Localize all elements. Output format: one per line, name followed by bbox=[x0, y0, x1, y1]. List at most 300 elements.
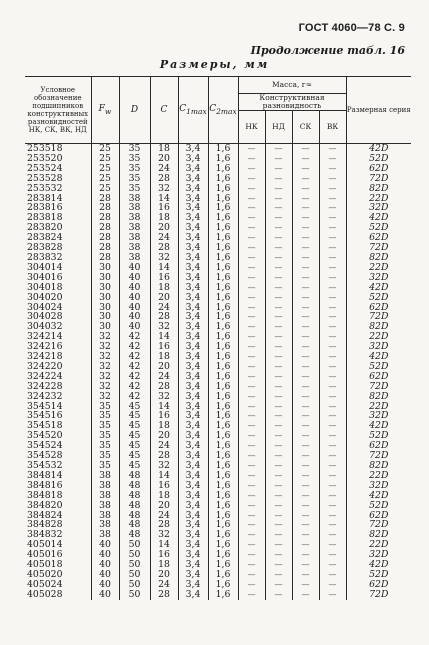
table-header bbox=[25, 77, 411, 144]
mass-nd-cell: — bbox=[265, 382, 292, 392]
series-cell: 72D bbox=[346, 382, 411, 392]
d-cell: 48 bbox=[119, 511, 150, 521]
c2max-cell: 1,6 bbox=[208, 431, 238, 441]
fw-cell: 38 bbox=[91, 481, 119, 491]
d-cell: 50 bbox=[119, 580, 150, 590]
c1max-cell: 3,4 bbox=[178, 283, 208, 293]
mass-nd-cell: — bbox=[265, 421, 292, 431]
c2max-cell: 1,6 bbox=[208, 511, 238, 521]
mass-vk-cell: — bbox=[319, 441, 346, 451]
c2max-cell: 1,6 bbox=[208, 194, 238, 204]
designation-cell: 405020 bbox=[27, 568, 63, 580]
mass-sk-cell: — bbox=[292, 570, 319, 580]
fw-cell: 38 bbox=[91, 491, 119, 501]
mass-nd-cell: — bbox=[265, 550, 292, 560]
mass-nd-cell: — bbox=[265, 362, 292, 372]
c2max-cell: 1,6 bbox=[208, 174, 238, 184]
mass-nd-cell: — bbox=[265, 580, 292, 590]
mass-nk-cell: — bbox=[238, 233, 265, 243]
mass-sk-cell: — bbox=[292, 550, 319, 560]
mass-nk-cell: — bbox=[238, 203, 265, 213]
series-cell: 62D bbox=[346, 511, 411, 521]
series-cell: 52D bbox=[346, 362, 411, 372]
fw-cell: 32 bbox=[91, 372, 119, 382]
c-cell: 16 bbox=[150, 550, 178, 560]
series-cell: 82D bbox=[346, 322, 411, 332]
designation-cell: 304028 bbox=[27, 311, 63, 323]
series-cell: 52D bbox=[346, 501, 411, 511]
c2max-cell: 1,6 bbox=[208, 233, 238, 243]
mass-nk-cell: — bbox=[238, 421, 265, 431]
designation-cell: 253532 bbox=[27, 182, 63, 194]
fw-cell: 35 bbox=[91, 402, 119, 412]
fw-cell: 32 bbox=[91, 352, 119, 362]
mass-nd-cell: — bbox=[265, 312, 292, 322]
c1max-cell: 3,4 bbox=[178, 223, 208, 233]
d-cell: 38 bbox=[119, 194, 150, 204]
mass-nd-cell: — bbox=[265, 293, 292, 303]
fw-cell: 28 bbox=[91, 253, 119, 263]
mass-sk-cell: — bbox=[292, 362, 319, 372]
fw-cell: 25 bbox=[91, 174, 119, 184]
d-cell: 40 bbox=[119, 263, 150, 273]
mass-vk-cell: — bbox=[319, 471, 346, 481]
mass-sk-cell: — bbox=[292, 580, 319, 590]
designation-cell: 283818 bbox=[27, 212, 63, 224]
series-cell: 72D bbox=[346, 590, 411, 600]
series-cell: 32D bbox=[346, 411, 411, 421]
series-cell: 72D bbox=[346, 451, 411, 461]
c-cell: 28 bbox=[150, 174, 178, 184]
mass-nk-cell: — bbox=[238, 511, 265, 521]
c2max-cell: 1,6 bbox=[208, 203, 238, 213]
c-cell: 14 bbox=[150, 540, 178, 550]
c-cell: 32 bbox=[150, 461, 178, 471]
c-cell: 16 bbox=[150, 481, 178, 491]
c2max-cell: 1,6 bbox=[208, 530, 238, 540]
c2max-cell: 1,6 bbox=[208, 303, 238, 313]
mass-sk-cell: — bbox=[292, 233, 319, 243]
c1max-cell: 3,4 bbox=[178, 590, 208, 600]
mass-nk-cell: — bbox=[238, 431, 265, 441]
c2max-cell: 1,6 bbox=[208, 312, 238, 322]
series-cell: 52D bbox=[346, 570, 411, 580]
c1max-cell: 3,4 bbox=[178, 174, 208, 184]
mass-nd-cell: — bbox=[265, 332, 292, 342]
fw-symbol: F bbox=[98, 103, 105, 114]
mass-sk-cell: — bbox=[292, 491, 319, 501]
mass-nd-cell: — bbox=[265, 511, 292, 521]
mass-nk-cell: — bbox=[238, 322, 265, 332]
c-cell: 24 bbox=[150, 164, 178, 174]
series-cell: 32D bbox=[346, 342, 411, 352]
mass-sk-cell: — bbox=[292, 392, 319, 402]
mass-nd-cell: — bbox=[265, 154, 292, 164]
c-cell: 32 bbox=[150, 392, 178, 402]
c2max-cell: 1,6 bbox=[208, 213, 238, 223]
d-cell: 50 bbox=[119, 570, 150, 580]
designation-cell: 283816 bbox=[27, 202, 63, 214]
designation-cell: 405016 bbox=[27, 549, 63, 561]
d-cell: 35 bbox=[119, 144, 150, 154]
series-cell: 52D bbox=[346, 293, 411, 303]
designation-cell: 384820 bbox=[27, 499, 63, 511]
mass-sk-cell: — bbox=[292, 144, 319, 154]
designation-cell: 304014 bbox=[27, 261, 63, 273]
mass-nk-cell: — bbox=[238, 441, 265, 451]
designation-cell: 324232 bbox=[27, 390, 63, 402]
mass-sk-cell: — bbox=[292, 382, 319, 392]
mass-sk-cell: — bbox=[292, 303, 319, 313]
mass-vk-cell: — bbox=[319, 233, 346, 243]
c2max-cell: 1,6 bbox=[208, 451, 238, 461]
c1max-cell: 3,4 bbox=[178, 303, 208, 313]
c-cell: 20 bbox=[150, 501, 178, 511]
fw-cell: 30 bbox=[91, 273, 119, 283]
fw-cell: 40 bbox=[91, 540, 119, 550]
mass-nd-cell: — bbox=[265, 273, 292, 283]
designation-cell: 384818 bbox=[27, 489, 63, 501]
dimensions-title: Размеры, мм bbox=[159, 58, 270, 71]
fw-cell: 28 bbox=[91, 194, 119, 204]
d-cell: 45 bbox=[119, 441, 150, 451]
fw-cell: 32 bbox=[91, 382, 119, 392]
mass-vk-cell: — bbox=[319, 511, 346, 521]
mass-sk-cell: — bbox=[292, 590, 319, 600]
c1max-cell: 3,4 bbox=[178, 570, 208, 580]
mass-sk-cell: — bbox=[292, 322, 319, 332]
c2max-cell: 1,6 bbox=[208, 332, 238, 342]
c2max-cell: 1,6 bbox=[208, 342, 238, 352]
mass-vk-cell: — bbox=[319, 194, 346, 204]
series-cell: 72D bbox=[346, 243, 411, 253]
mass-nd-cell: — bbox=[265, 263, 292, 273]
designation-cell: 324216 bbox=[27, 341, 63, 353]
mass-nk-cell: — bbox=[238, 362, 265, 372]
mass-sk-cell: — bbox=[292, 511, 319, 521]
series-cell: 52D bbox=[346, 223, 411, 233]
mass-nd-cell: — bbox=[265, 590, 292, 600]
fw-cell: 25 bbox=[91, 144, 119, 154]
mass-vk-cell: — bbox=[319, 520, 346, 530]
c2max-cell: 1,6 bbox=[208, 411, 238, 421]
c-cell: 24 bbox=[150, 511, 178, 521]
designation-cell: 384814 bbox=[27, 469, 63, 481]
mass-sk-cell: — bbox=[292, 501, 319, 511]
designation-cell: 354514 bbox=[27, 400, 63, 412]
designation-cell: 253524 bbox=[27, 162, 63, 174]
c1max-cell: 3,4 bbox=[178, 164, 208, 174]
c-cell: 18 bbox=[150, 421, 178, 431]
d-cell: 42 bbox=[119, 352, 150, 362]
c1max-cell: 3,4 bbox=[178, 352, 208, 362]
mass-sk-cell: — bbox=[292, 421, 319, 431]
mass-nk-cell: — bbox=[238, 174, 265, 184]
mass-sk-cell: — bbox=[292, 342, 319, 352]
mass-nk-cell: — bbox=[238, 520, 265, 530]
fw-cell: 30 bbox=[91, 263, 119, 273]
mass-vk-cell: — bbox=[319, 402, 346, 412]
mass-sk-cell: — bbox=[292, 243, 319, 253]
table-row bbox=[25, 293, 411, 303]
c2max-cell: 1,6 bbox=[208, 580, 238, 590]
designation-cell: 405018 bbox=[27, 559, 63, 571]
mass-nd-cell: — bbox=[265, 243, 292, 253]
mass-nd-cell: — bbox=[265, 184, 292, 194]
fw-cell: 28 bbox=[91, 243, 119, 253]
mass-sk-cell: — bbox=[292, 223, 319, 233]
mass-nk-cell: — bbox=[238, 243, 265, 253]
c-cell: 24 bbox=[150, 372, 178, 382]
series-cell: 52D bbox=[346, 154, 411, 164]
mass-sk-cell: — bbox=[292, 213, 319, 223]
c-cell: 24 bbox=[150, 441, 178, 451]
c2max-column-header bbox=[208, 77, 238, 144]
mass-nd-cell: — bbox=[265, 570, 292, 580]
mass-vk-cell: — bbox=[319, 550, 346, 560]
mass-nk-cell: — bbox=[238, 273, 265, 283]
d-cell: 35 bbox=[119, 174, 150, 184]
mass-vk-cell: — bbox=[319, 164, 346, 174]
mass-nk-cell: — bbox=[238, 194, 265, 204]
document-code: ГОСТ 4060—78 С. 9 bbox=[298, 22, 405, 34]
c-cell: 16 bbox=[150, 411, 178, 421]
c2max-cell: 1,6 bbox=[208, 540, 238, 550]
designation-cell: 324228 bbox=[27, 380, 63, 392]
fw-cell: 28 bbox=[91, 223, 119, 233]
c2max-cell: 1,6 bbox=[208, 223, 238, 233]
c-cell: 14 bbox=[150, 263, 178, 273]
c1max-cell: 3,4 bbox=[178, 253, 208, 263]
c-cell: 18 bbox=[150, 352, 178, 362]
fw-cell: 25 bbox=[91, 184, 119, 194]
mass-nk-cell: — bbox=[238, 293, 265, 303]
d-cell: 40 bbox=[119, 322, 150, 332]
c-cell: 18 bbox=[150, 560, 178, 570]
c1max-cell: 3,4 bbox=[178, 184, 208, 194]
mass-nk-cell: — bbox=[238, 144, 265, 154]
fw-column-header bbox=[91, 77, 119, 144]
designation-cell: 283824 bbox=[27, 232, 63, 244]
fw-cell: 25 bbox=[91, 164, 119, 174]
designation-cell: 283832 bbox=[27, 251, 63, 263]
c-cell: 24 bbox=[150, 303, 178, 313]
c-column-header: C bbox=[150, 77, 178, 144]
d-cell: 40 bbox=[119, 273, 150, 283]
designation-cell: 253518 bbox=[27, 143, 63, 154]
mass-vk-cell: — bbox=[319, 283, 346, 293]
mass-nd-cell: — bbox=[265, 481, 292, 491]
mass-sk-cell: — bbox=[292, 461, 319, 471]
mass-nk-cell: — bbox=[238, 461, 265, 471]
c1-subscript: 1max bbox=[186, 106, 207, 116]
d-cell: 45 bbox=[119, 431, 150, 441]
d-cell: 40 bbox=[119, 283, 150, 293]
mass-vk-cell: — bbox=[319, 411, 346, 421]
d-cell: 50 bbox=[119, 560, 150, 570]
d-cell: 38 bbox=[119, 233, 150, 243]
series-cell: 32D bbox=[346, 273, 411, 283]
fw-cell: 40 bbox=[91, 570, 119, 580]
series-cell: 82D bbox=[346, 184, 411, 194]
series-cell: 22D bbox=[346, 332, 411, 342]
series-cell: 22D bbox=[346, 194, 411, 204]
series-cell: 82D bbox=[346, 461, 411, 471]
series-cell: 42D bbox=[346, 283, 411, 293]
c1max-cell: 3,4 bbox=[178, 194, 208, 204]
mass-sk-cell: — bbox=[292, 402, 319, 412]
series-cell: 42D bbox=[346, 144, 411, 154]
mass-sk-cell: — bbox=[292, 530, 319, 540]
mass-nd-cell: — bbox=[265, 560, 292, 570]
mass-vk-cell: — bbox=[319, 451, 346, 461]
mass-nd-cell: — bbox=[265, 411, 292, 421]
fw-cell: 38 bbox=[91, 471, 119, 481]
mass-sk-cell: — bbox=[292, 560, 319, 570]
fw-cell: 30 bbox=[91, 283, 119, 293]
designation-cell: 304020 bbox=[27, 291, 63, 303]
c-cell: 20 bbox=[150, 570, 178, 580]
c-cell: 18 bbox=[150, 144, 178, 154]
mass-nd-cell: — bbox=[265, 372, 292, 382]
fw-cell: 35 bbox=[91, 461, 119, 471]
series-cell: 32D bbox=[346, 481, 411, 491]
mass-sk-cell: — bbox=[292, 174, 319, 184]
fw-cell: 35 bbox=[91, 421, 119, 431]
c1max-cell: 3,4 bbox=[178, 382, 208, 392]
mass-vk-cell: — bbox=[319, 332, 346, 342]
c1max-column-header bbox=[178, 77, 208, 144]
mass-nk-cell: — bbox=[238, 471, 265, 481]
c1max-cell: 3,4 bbox=[178, 322, 208, 332]
c-cell: 16 bbox=[150, 273, 178, 283]
mass-vk-cell: — bbox=[319, 501, 346, 511]
c2max-cell: 1,6 bbox=[208, 164, 238, 174]
mass-nk-cell: — bbox=[238, 352, 265, 362]
designation-cell: 405014 bbox=[27, 539, 63, 551]
mass-sk-cell: — bbox=[292, 332, 319, 342]
mass-nk-cell: — bbox=[238, 501, 265, 511]
series-cell: 72D bbox=[346, 174, 411, 184]
d-cell: 35 bbox=[119, 164, 150, 174]
sk-column-header: СК bbox=[292, 111, 319, 144]
designation-cell: 354524 bbox=[27, 440, 63, 452]
c1max-cell: 3,4 bbox=[178, 154, 208, 164]
mass-vk-cell: — bbox=[319, 144, 346, 154]
c-cell: 32 bbox=[150, 184, 178, 194]
fw-cell: 32 bbox=[91, 332, 119, 342]
c-cell: 20 bbox=[150, 362, 178, 372]
series-cell: 72D bbox=[346, 312, 411, 322]
mass-nd-cell: — bbox=[265, 174, 292, 184]
fw-cell: 35 bbox=[91, 441, 119, 451]
c2max-cell: 1,6 bbox=[208, 362, 238, 372]
nk-column-header: НК bbox=[238, 111, 265, 144]
series-cell: 52D bbox=[346, 431, 411, 441]
designation-cell: 304018 bbox=[27, 281, 63, 293]
designation-cell: 354516 bbox=[27, 410, 63, 422]
fw-cell: 32 bbox=[91, 362, 119, 372]
fw-cell: 38 bbox=[91, 511, 119, 521]
c1max-cell: 3,4 bbox=[178, 560, 208, 570]
d-cell: 48 bbox=[119, 501, 150, 511]
fw-cell: 40 bbox=[91, 580, 119, 590]
mass-nd-cell: — bbox=[265, 233, 292, 243]
c2max-cell: 1,6 bbox=[208, 184, 238, 194]
d-cell: 45 bbox=[119, 421, 150, 431]
mass-nk-cell: — bbox=[238, 283, 265, 293]
c2max-cell: 1,6 bbox=[208, 570, 238, 580]
mass-nk-cell: — bbox=[238, 372, 265, 382]
mass-nd-cell: — bbox=[265, 213, 292, 223]
designation-cell: 253528 bbox=[27, 172, 63, 184]
c2max-cell: 1,6 bbox=[208, 263, 238, 273]
mass-nd-cell: — bbox=[265, 471, 292, 481]
c1max-cell: 3,4 bbox=[178, 421, 208, 431]
designation-cell: 324214 bbox=[27, 331, 63, 343]
c-cell: 20 bbox=[150, 223, 178, 233]
mass-vk-cell: — bbox=[319, 312, 346, 322]
mass-nk-cell: — bbox=[238, 342, 265, 352]
mass-vk-cell: — bbox=[319, 213, 346, 223]
series-cell: 22D bbox=[346, 540, 411, 550]
mass-nd-cell: — bbox=[265, 461, 292, 471]
d-cell: 48 bbox=[119, 520, 150, 530]
mass-nd-cell: — bbox=[265, 392, 292, 402]
mass-nk-cell: — bbox=[238, 540, 265, 550]
c-cell: 28 bbox=[150, 312, 178, 322]
mass-nk-cell: — bbox=[238, 481, 265, 491]
d-cell: 48 bbox=[119, 471, 150, 481]
c2-symbol: C bbox=[209, 103, 217, 114]
mass-sk-cell: — bbox=[292, 451, 319, 461]
c1-symbol: C bbox=[179, 103, 187, 114]
mass-vk-cell: — bbox=[319, 253, 346, 263]
designation-cell: 384828 bbox=[27, 519, 63, 531]
designation-cell: 253520 bbox=[27, 152, 63, 164]
series-cell: 32D bbox=[346, 550, 411, 560]
series-cell: 42D bbox=[346, 213, 411, 223]
c2max-cell: 1,6 bbox=[208, 283, 238, 293]
mass-nd-cell: — bbox=[265, 203, 292, 213]
mass-nk-cell: — bbox=[238, 411, 265, 421]
d-column-header: D bbox=[119, 77, 150, 144]
mass-vk-cell: — bbox=[319, 174, 346, 184]
mass-nd-cell: — bbox=[265, 402, 292, 412]
c-cell: 24 bbox=[150, 233, 178, 243]
d-cell: 50 bbox=[119, 550, 150, 560]
fw-cell: 38 bbox=[91, 501, 119, 511]
nd-column-header: НД bbox=[265, 111, 292, 144]
mass-nk-cell: — bbox=[238, 392, 265, 402]
mass-nd-cell: — bbox=[265, 303, 292, 313]
c1max-cell: 3,4 bbox=[178, 263, 208, 273]
c-cell: 28 bbox=[150, 243, 178, 253]
mass-nd-cell: — bbox=[265, 491, 292, 501]
c1max-cell: 3,4 bbox=[178, 243, 208, 253]
c1max-cell: 3,4 bbox=[178, 580, 208, 590]
mass-nk-cell: — bbox=[238, 213, 265, 223]
c2max-cell: 1,6 bbox=[208, 154, 238, 164]
d-cell: 40 bbox=[119, 303, 150, 313]
mass-vk-cell: — bbox=[319, 263, 346, 273]
series-cell: 22D bbox=[346, 263, 411, 273]
d-cell: 38 bbox=[119, 213, 150, 223]
c-cell: 32 bbox=[150, 253, 178, 263]
designation-cell: 354518 bbox=[27, 420, 63, 432]
fw-cell: 30 bbox=[91, 322, 119, 332]
mass-nd-cell: — bbox=[265, 530, 292, 540]
